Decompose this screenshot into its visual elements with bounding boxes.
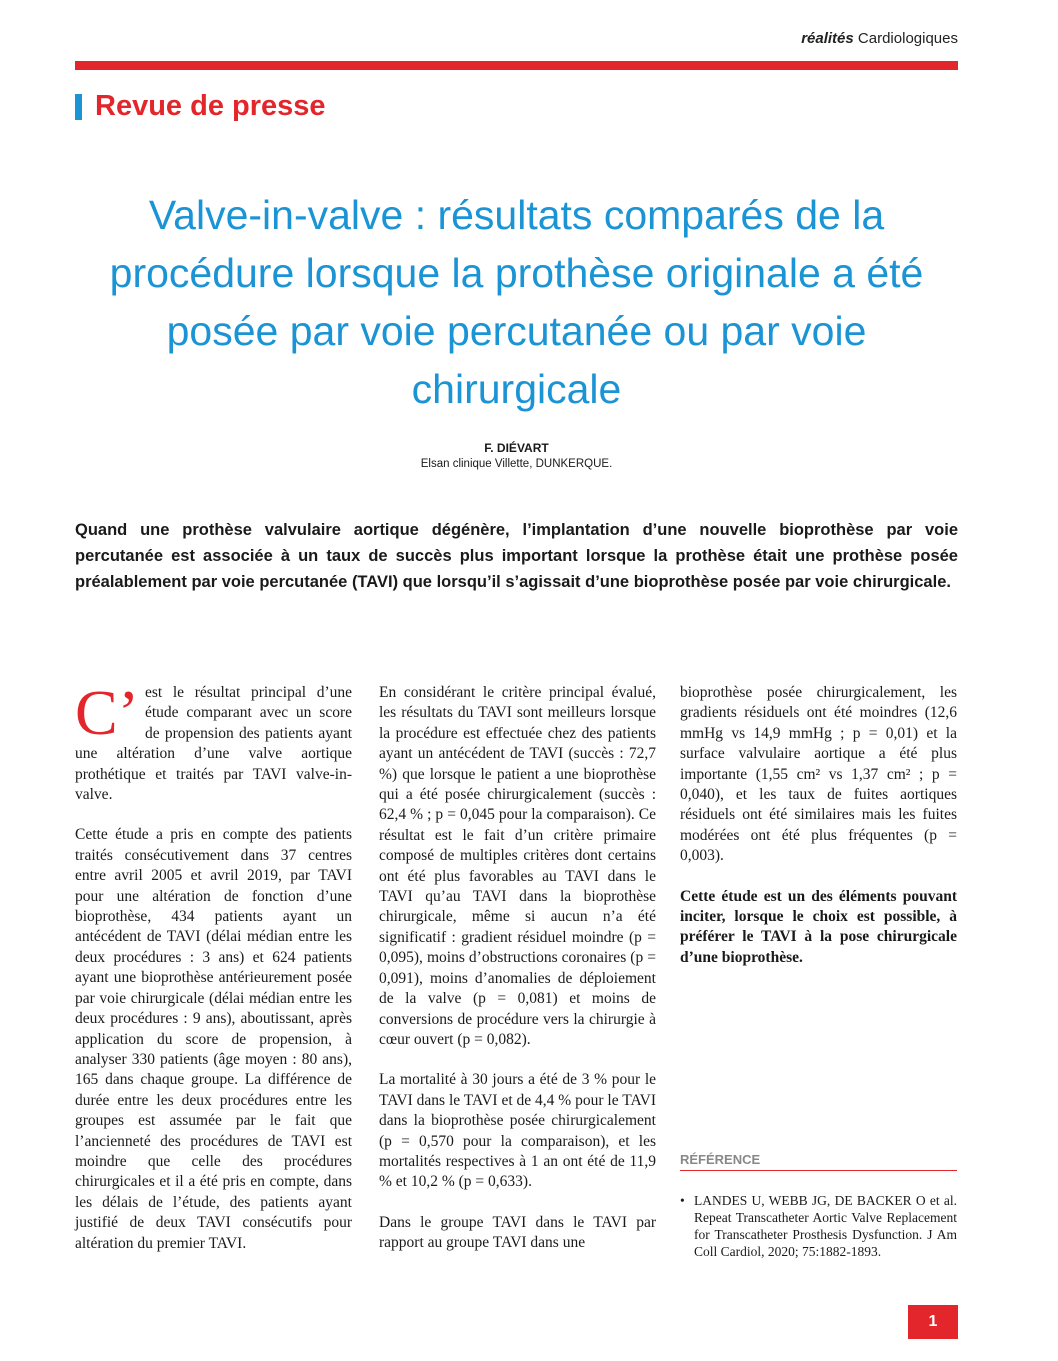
- journal-name-bold: réalités: [801, 30, 854, 47]
- section-marker: [75, 94, 82, 120]
- body-paragraph-4: La mortalité à 30 jours a été de 3 % pour le TAVI dans le TAVI et de 4,4 % pour le TAVI dans la bioprothèse posée chirurgicalement (p = 0,570 pour la comparaison), et les mortalités respectives à 1 an ont été de 11,9 % et 10,2 % (p = 0,633).: [379, 1071, 656, 1191]
- article-title: Valve-in-valve : résultats comparés de la procédure lorsque la prothèse originale a été posée par voie percutanée ou par voie chirurgicale: [109, 192, 924, 412]
- body-paragraph-5-text: Dans le groupe TAVI dans le TAVI par rapport au groupe TAVI dans une: [379, 1213, 656, 1252]
- author-name: F. DIÉVART: [484, 441, 549, 455]
- reference-entry: [680, 1192, 957, 1260]
- body-paragraph-5-start: [379, 1213, 656, 1254]
- author-affiliation: Elsan clinique Villette, DUNKERQUE.: [420, 458, 613, 470]
- reference-bullet: •: [680, 1193, 685, 1208]
- column-1: [75, 677, 352, 1274]
- reference-text: LANDES U, WEBB JG, DE BACKER O et al. Repeat Transcatheter Aortic Valve Replacement for Transcatheter Prosthesis Dysfunction. J Am Coll Cardiol, 2020; 75:1882-1893.: [694, 1193, 957, 1259]
- journal-name: [801, 30, 958, 47]
- section-heading: [75, 90, 326, 123]
- section-label: Revue de presse: [95, 90, 326, 122]
- abstract: Quand une prothèse valvulaire aortique dégénère, l’implantation d’une nouvelle bioprothèse par voie percutanée est associée à un taux de succès plus important lorsque la prothèse était une prothèse posée préalablement par voie percutanée (TAVI) que lorsqu’il s’agissait d’une bioprothèse posée par voie chirurgicale.: [75, 521, 958, 591]
- page-number: 1: [908, 1305, 958, 1339]
- body-paragraph-1-text: est le résultat principal d’une étude comparant avec un score de propension des patients ayant une altération d’une valve aortique prothétique et traités par TAVI valve-in-valve.: [75, 684, 352, 804]
- drop-cap: C’: [75, 677, 139, 748]
- body-paragraph-1: [75, 677, 352, 805]
- column-3: [680, 683, 957, 988]
- journal-name-rest: Cardiologiques: [857, 30, 958, 47]
- column-2: [379, 683, 656, 1274]
- reference-heading: RÉFÉRENCE: [680, 1152, 957, 1171]
- body-paragraph-3: En considérant le critère principal évalué, les résultats du TAVI sont meilleurs lorsque la procédure est effectuée chez des patients ayant un antécédent de TAVI (succès : 72,7 %) que lorsque le patient a une bioprothèse qui a été posée chirurgicalement (succès : 62,4 % ; p = 0,045 pour la comparaison). Ce résultat est le fait d’un critère primaire composé de multiples critères dont certains ont été plus favorables au TAVI dans le TAVI qu’au TAVI dans la bioprothèse chirurgicale, même si aucun n’a été significatif : gradient résiduel moindre (p = 0,095), moins d’obstructions coronaires (p = 0,091), moins d’anomalies de déploiement de la valve (p = 0,081) et moins de conversions de procédure vers la chirurgie à cœur ouvert (p = 0,082).: [379, 684, 656, 1048]
- header-rule: [75, 61, 958, 70]
- body-paragraph-2: Cette étude a pris en compte des patients traités consécutivement dans 37 centres entre avril 2005 et avril 2019, par TAVI pour une altération de fonction d’une bioprothèse, 434 patients ayant un antécédent de TAVI (délai médian entre les deux procédures : 3 ans) et 624 patients ayant une bioprothèse antérieurement posée par voie chirurgicale (délai médian entre les deux procédures : 9 ans), aboutissant, après application du score de propension, à analyser 330 patients (âge moyen : 80 ans), 165 dans chaque groupe. La différence de durée entre les deux procédures entre les groupes est assumée par le fait que l’ancienneté des procédures de TAVI est moindre que celle des procédures chirurgicales et il a été pris en compte, dans les délais de l’étude, des patients ayant justifié de deux TAVI consécutifs pour altération du premier TAVI.: [75, 826, 352, 1252]
- body-paragraph-5-continued: bioprothèse posée chirurgicalement, les gradients résiduels ont été moindres (12,6 mmHg vs 14,9 mmHg ; p = 0,01) et la surface valvulaire aortique a été plus importante (1,55 cm² vs 1,37 cm² ; p = 0,040), et les taux de fuites aortiques résiduels ont été similaires mais les fuites modérées ont été plus fréquentes (p = 0,003).: [680, 684, 957, 865]
- conclusion-paragraph: Cette étude est un des éléments pouvant inciter, lorsque le choix est possible, à préférer le TAVI à la pose chirurgicale d’une bioprothèse.: [680, 887, 957, 966]
